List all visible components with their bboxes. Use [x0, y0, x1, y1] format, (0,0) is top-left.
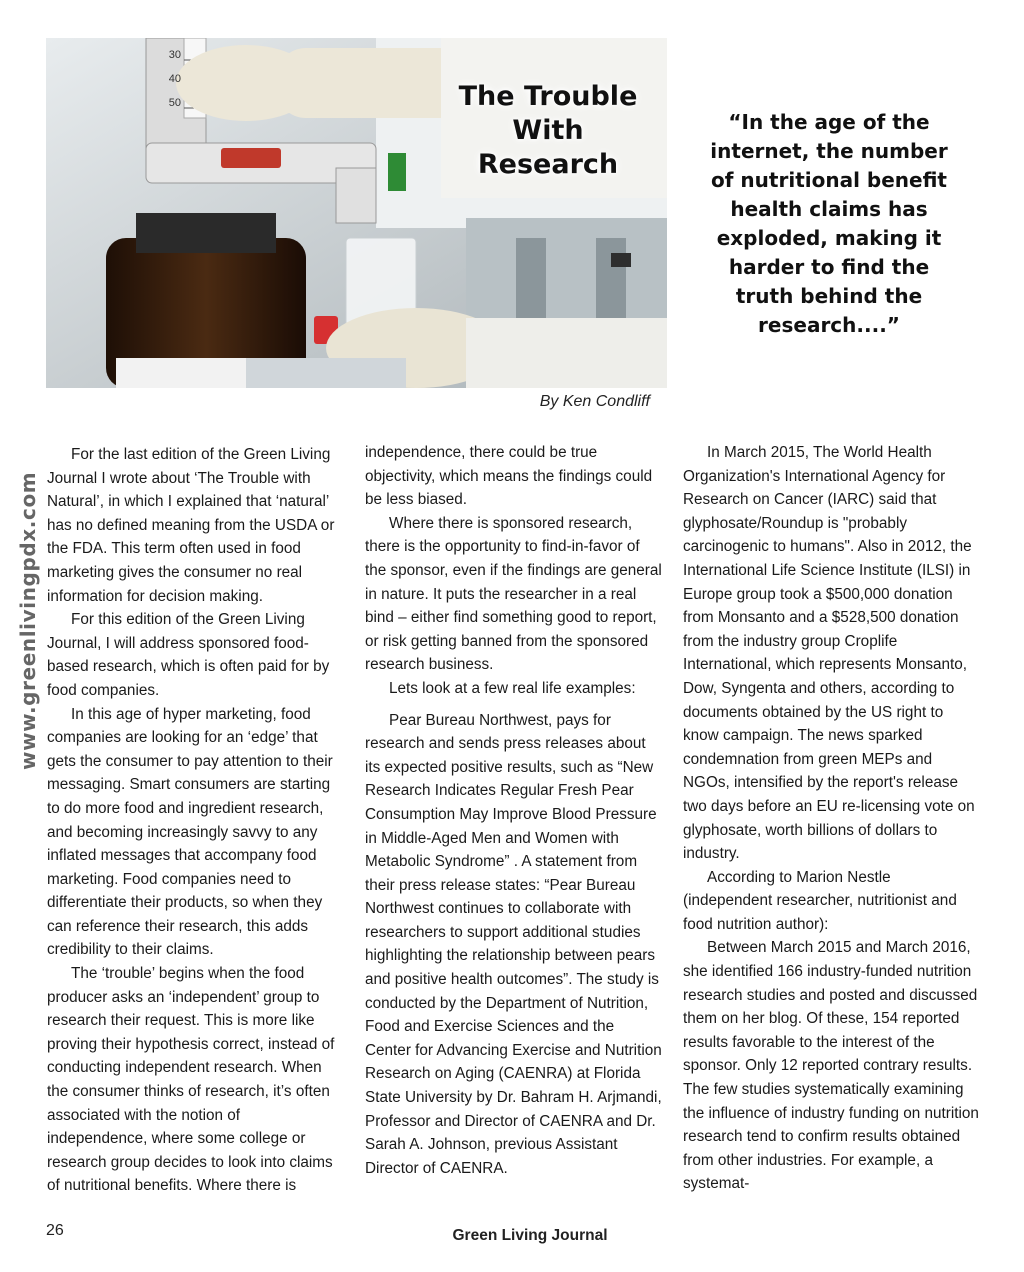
paragraph: In this age of hyper marketing, food companies are looking for an ‘edge’ that gets the consumer to pay attention to their messaging. Smart consumers are starting to do more food and ingredient research, and becoming increasingly savvy to any inflated messages that accompany food marketing. Food companies need to differentiate their products, so when they can reference their research, this adds credibility to their claims.: [47, 705, 333, 959]
footer-publication-name: Green Living Journal: [452, 1227, 608, 1244]
pipette-scale-label: 40: [168, 73, 181, 85]
paragraph: The ‘trouble’ begins when the food producer asks an ‘independent’ group to research their request. This is more like proving their hypothesis correct, instead of conducting independent research. When the consumer thinks of research, it’s often associated with the notion of independence, where some college or research group decides to look into claims of nutritional benefits. Where there is: [47, 965, 335, 1195]
paragraph: In March 2015, The World Health Organization's International Agency for Research on Cancer (IARC) said that glyphosate/Roundup is "probably carcinogenic to humans". Also in 2012, the International Life Science Institute (ILSI) in Europe group took a $500,000 donation from Monsanto and a $528,500 donation from the industry group Croplife International, which represents Monsanto, Dow, Syngenta and others, according to documents obtained by the US right to know campaign. The news sparked condemnation from green MEPs and NGOs, intensified by the report's release two days before an EU re-licensing vote on glyphosate, worth billions of dollars to industry.: [683, 444, 975, 863]
paragraph: According to Marion Nestle (independent researcher, nutritionist and food nutrition author):: [683, 868, 957, 933]
paragraph: For this edition of the Green Living Journal, I will address sponsored food-based research, which is often paid for by food companies.: [47, 611, 330, 699]
paragraph: independence, there could be true objectivity, which means the findings could be less biased.: [365, 444, 653, 509]
paragraph: Between March 2015 and March 2016, she identified 166 industry-funded nutrition research studies and posted and discussed them on her blog. Of these, 154 reported results favorable to the interest of the sponsor. Only 12 reported contrary results. The few studies systematically examining the influence of industry funding on nutrition research tend to confirm results obtained from other industries. For example, a systemat-: [683, 939, 979, 1193]
pipette-scale-label: 30: [168, 49, 181, 61]
pull-quote: “In the age of the internet, the number of nutritional benefit health claims has exploded, making it harder to find the truth behind the research....”: [710, 110, 948, 337]
article-title: The Trouble With Research: [458, 81, 638, 180]
article-column-2: [365, 441, 662, 1180]
paragraph: Where there is sponsored research, there is the opportunity to find-in-favor of the sponsor, even if the findings are general in nature. It puts the researcher in a real bind – either find something good to report, or risk getting banned from the sponsored research business.: [365, 514, 662, 674]
sidebar-website-url: www.greenlivingpdx.com: [16, 471, 40, 770]
byline: By Ken Condliff: [539, 393, 650, 410]
page-number: 26: [46, 1222, 64, 1239]
pipette-scale-label: 50: [168, 97, 181, 109]
paragraph: Lets look at a few real life examples:: [389, 679, 636, 697]
paragraph: Pear Bureau Northwest, pays for research and sends press releases about its expected positive results, such as “New Research Indicates Regular Fresh Pear Consumption May Improve Blood Pressure in Middle-Aged Men and Women with Metabolic Syndrome” . A statement from their press release states: “Pear Bureau Northwest continues to collaborate with researchers to support additional studies highlighting the relationship between pears and positive health outcomes”. The study is conducted by the Department of Nutrition, Food and Exercise Sciences and the Center for Advancing Exercise and Nutrition Research on Aging (CAENRA) at Florida State University by Dr. Bahram H. Arjmandi, Professor and Director of CAENRA and Dr. Sarah A. Johnson, previous Assistant Director of CAENRA.: [365, 711, 662, 1177]
paragraph: For the last edition of the Green Living Journal I wrote about ‘The Trouble with Natural’, in which I explained that ‘natural’ has no defined meaning from the USDA or the FDA. This term often used in food marketing gives the consumer no real information for decision making.: [47, 446, 335, 605]
article-column-1: [47, 443, 343, 1198]
article-column-3: [683, 441, 980, 1196]
